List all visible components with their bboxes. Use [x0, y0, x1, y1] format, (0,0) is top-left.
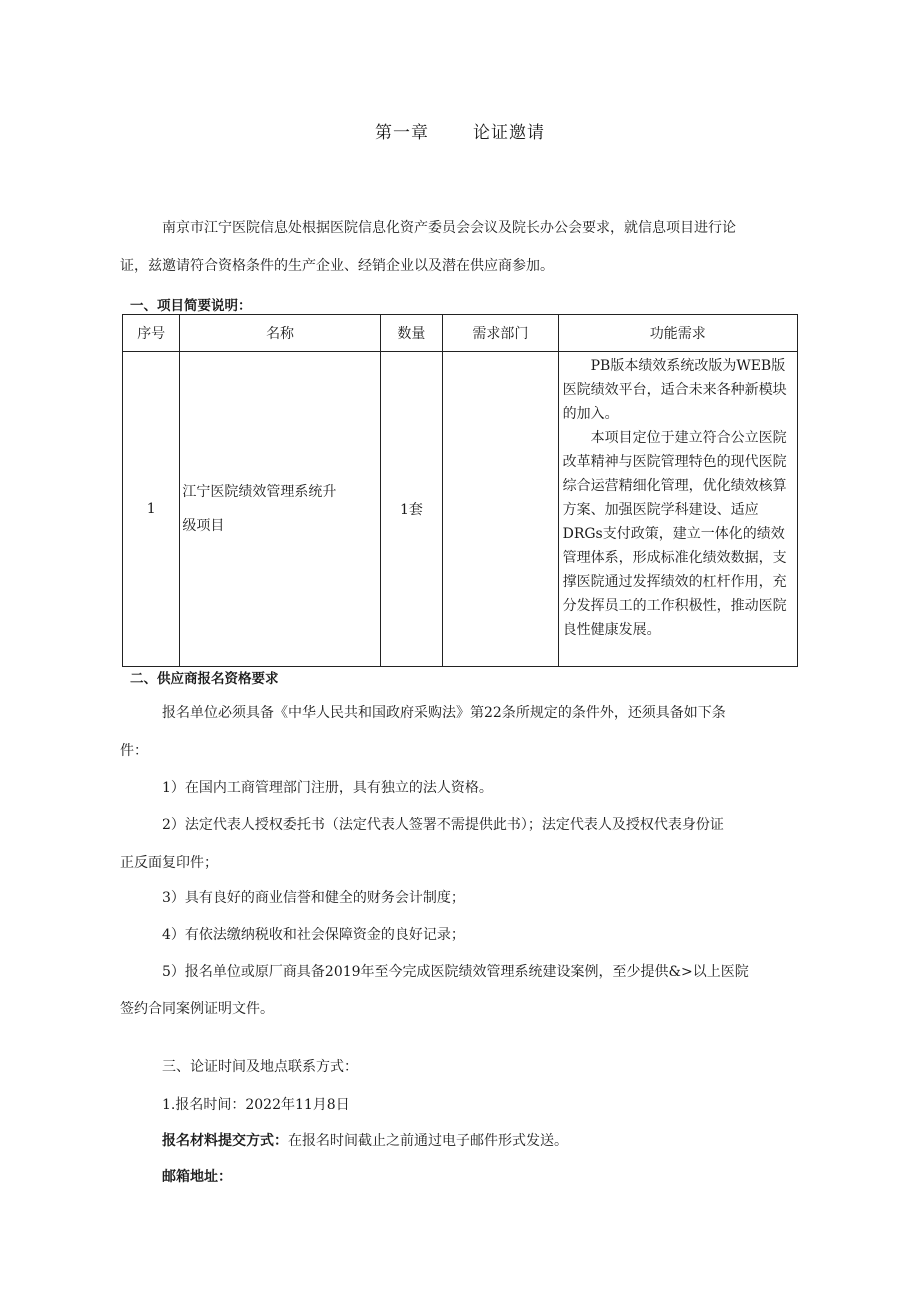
requirement-item-3: 3）具有良好的商业信誉和健全的财务会计制度； [162, 890, 465, 906]
requirement-item-1: 1）在国内工商管理部门注册，具有独立的法人资格。 [162, 780, 493, 796]
table-row [123, 352, 798, 667]
chapter-title [0, 118, 920, 143]
function-paragraph-1: PB版本绩效系统改版为WEB版医院绩效平台，适合未来各种新模块的加入。 [562, 358, 787, 422]
chapter-name: 论证邀请 [473, 123, 545, 143]
requirement-item-4: 4）有依法缴纳税收和社会保障资金的良好记录； [162, 927, 465, 943]
header-index: 序号 [123, 315, 180, 352]
row-index: 1 [123, 352, 180, 667]
row-department [443, 352, 559, 667]
header-function: 功能需求 [558, 315, 797, 352]
requirement-item-5-line-1: 5）报名单位或原厂商具备2019年至今完成医院绩效管理系统建设案例，至少提供&>以上医院 [162, 964, 749, 980]
row-quantity: 1套 [380, 352, 442, 667]
header-quantity: 数量 [380, 315, 442, 352]
section2-intro-line-2: 件： [120, 743, 148, 759]
section2-heading: 二、供应商报名资格要求 [130, 671, 279, 687]
submission-label: 报名材料提交方式： [162, 1133, 288, 1149]
row-name-line-2: 级项目 [182, 518, 225, 534]
header-department: 需求部门 [443, 315, 559, 352]
submission-method [162, 1131, 842, 1151]
section3-heading: 三、论证时间及地点联系方式： [162, 1059, 358, 1075]
header-name: 名称 [180, 315, 380, 352]
function-paragraph-2: 本项目定位于建立符合公立医院改革精神与医院管理特色的现代医院综合运营精细化管理，优化绩效核算方案、加强医院学科建设、适应DRGs支付政策，建立一体化的绩效管理体系，形成标准化绩效数据，支撑医院通过发挥绩效的杠杆作用，充分发挥员工的工作积极性，推动医院良性健康发展。 [562, 430, 787, 638]
registration-time: 1.报名时间：2022年11月8日 [162, 1097, 350, 1113]
section2-intro-line-1: 报名单位必须具备《中华人民共和国政府采购法》第22条所规定的条件外，还须具备如下条 [162, 705, 726, 721]
chapter-number: 第一章 [375, 123, 429, 143]
requirement-item-2-line-1: 2）法定代表人授权委托书（法定代表人签署不需提供此书）；法定代表人及授权代表身份证 [162, 817, 724, 833]
project-table [122, 314, 798, 667]
table-header-row [123, 315, 798, 352]
intro-line-2: 证，兹邀请符合资格条件的生产企业、经销企业以及潜在供应商参加。 [120, 258, 554, 274]
intro-line-1: 南京市江宁医院信息处根据医院信息化资产委员会会议及院长办公会要求，就信息项目进行论 [162, 220, 736, 236]
row-name [180, 352, 380, 667]
email-label: 邮箱地址： [162, 1169, 232, 1185]
submission-value: 在报名时间截止之前通过电子邮件形式发送。 [288, 1133, 568, 1149]
requirement-item-2-line-2: 正反面复印件； [120, 855, 218, 871]
section1-heading: 一、项目简要说明： [130, 298, 252, 314]
row-function [558, 352, 797, 667]
row-name-line-1: 江宁医院绩效管理系统升 [182, 484, 337, 500]
requirement-item-5-line-2: 签约合同案例证明文件。 [120, 1001, 274, 1017]
